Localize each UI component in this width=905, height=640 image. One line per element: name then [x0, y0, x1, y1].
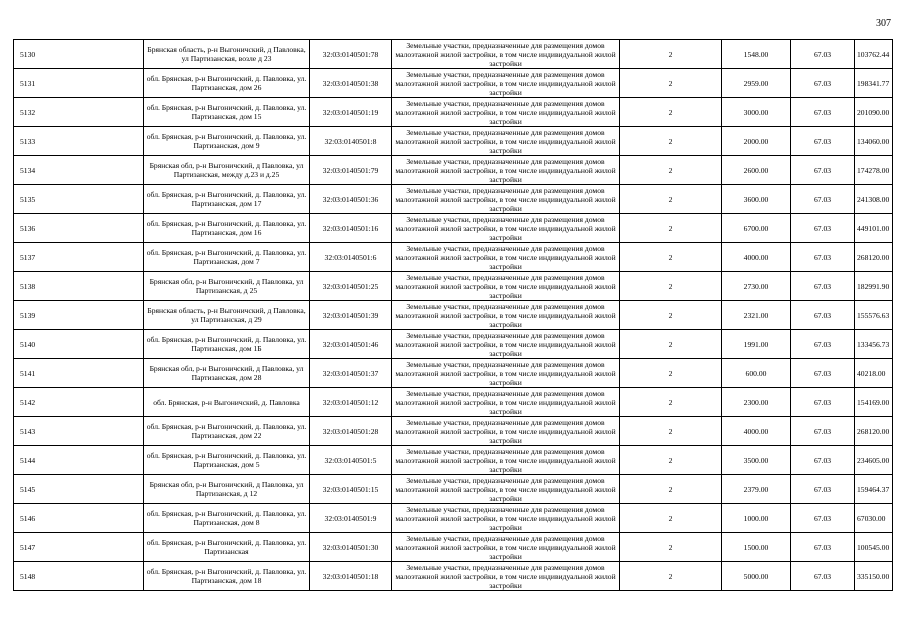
- cell-cadastral-value: 40218.00: [855, 359, 893, 388]
- cell-id: 5138: [14, 272, 144, 301]
- cell-land-use: Земельные участки, предназначенные для размещения домов малоэтажной жилой застройки, в том числе индивидуальной жилой застройки: [392, 359, 620, 388]
- cell-group: 2: [620, 185, 722, 214]
- table-row: [14, 504, 893, 533]
- cell-address: обл. Брянская, р-н Выгоничский, д. Павловка, ул. Партизанская, дом 5: [144, 446, 310, 475]
- cell-cadastral-value: 174278.00: [855, 156, 893, 185]
- cell-id: 5139: [14, 301, 144, 330]
- table-row: [14, 272, 893, 301]
- cell-address: обл. Брянская, р-н Выгоничский, д. Павловка, ул. Партизанская, дом 15: [144, 98, 310, 127]
- cell-area: 1000.00: [722, 504, 791, 533]
- cell-cadastral-number: 32:03:0140501:36: [310, 185, 392, 214]
- cell-group: 2: [620, 301, 722, 330]
- cell-cadastral-value: 335150.00: [855, 562, 893, 591]
- cell-cadastral-number: 32:03:0140501:78: [310, 40, 392, 69]
- cell-address: обл. Брянская, р-н Выгоничский, д. Павловка, ул. Партизанская, дом 17: [144, 185, 310, 214]
- cell-area: 5000.00: [722, 562, 791, 591]
- cell-id: 5148: [14, 562, 144, 591]
- cell-cadastral-value: 182991.90: [855, 272, 893, 301]
- cell-cadastral-number: 32:03:0140501:25: [310, 272, 392, 301]
- cell-land-use: Земельные участки, предназначенные для размещения домов малоэтажной жилой застройки, в том числе индивидуальной жилой застройки: [392, 446, 620, 475]
- cell-id: 5146: [14, 504, 144, 533]
- cell-group: 2: [620, 243, 722, 272]
- cell-rate: 67.03: [791, 359, 855, 388]
- cell-area: 6700.00: [722, 214, 791, 243]
- cell-land-use: Земельные участки, предназначенные для размещения домов малоэтажной жилой застройки, в том числе индивидуальной жилой застройки: [392, 388, 620, 417]
- cell-cadastral-value: 268120.00: [855, 243, 893, 272]
- cell-land-use: Земельные участки, предназначенные для размещения домов малоэтажной жилой застройки, в том числе индивидуальной жилой застройки: [392, 156, 620, 185]
- table-row: [14, 98, 893, 127]
- cell-cadastral-number: 32:03:0140501:12: [310, 388, 392, 417]
- table-row: [14, 446, 893, 475]
- cell-id: 5143: [14, 417, 144, 446]
- cell-land-use: Земельные участки, предназначенные для размещения домов малоэтажной жилой застройки, в том числе индивидуальной жилой застройки: [392, 533, 620, 562]
- cell-id: 5130: [14, 40, 144, 69]
- cell-cadastral-value: 155576.63: [855, 301, 893, 330]
- cell-rate: 67.03: [791, 69, 855, 98]
- cell-cadastral-value: 100545.00: [855, 533, 893, 562]
- cell-area: 4000.00: [722, 243, 791, 272]
- cell-land-use: Земельные участки, предназначенные для размещения домов малоэтажной жилой застройки, в том числе индивидуальной жилой застройки: [392, 69, 620, 98]
- cell-rate: 67.03: [791, 98, 855, 127]
- cell-group: 2: [620, 214, 722, 243]
- cell-land-use: Земельные участки, предназначенные для размещения домов малоэтажной жилой застройки, в том числе индивидуальной жилой застройки: [392, 272, 620, 301]
- cell-land-use: Земельные участки, предназначенные для размещения домов малоэтажной жилой застройки, в том числе индивидуальной жилой застройки: [392, 330, 620, 359]
- cell-cadastral-number: 32:03:0140501:18: [310, 562, 392, 591]
- cell-cadastral-number: 32:03:0140501:39: [310, 301, 392, 330]
- cell-cadastral-value: 134060.00: [855, 127, 893, 156]
- table-row: [14, 562, 893, 591]
- cell-id: 5133: [14, 127, 144, 156]
- cell-cadastral-value: 133456.73: [855, 330, 893, 359]
- cell-cadastral-value: 198341.77: [855, 69, 893, 98]
- cell-group: 2: [620, 330, 722, 359]
- cell-address: обл. Брянская, р-н Выгоничский, д. Павловка, ул. Партизанская, дом 8: [144, 504, 310, 533]
- cell-id: 5145: [14, 475, 144, 504]
- cell-group: 2: [620, 98, 722, 127]
- cell-rate: 67.03: [791, 446, 855, 475]
- cell-land-use: Земельные участки, предназначенные для размещения домов малоэтажной жилой застройки, в том числе индивидуальной жилой застройки: [392, 301, 620, 330]
- cell-cadastral-value: 201090.00: [855, 98, 893, 127]
- cell-area: 4000.00: [722, 417, 791, 446]
- cell-area: 3500.00: [722, 446, 791, 475]
- cell-id: 5134: [14, 156, 144, 185]
- cell-rate: 67.03: [791, 214, 855, 243]
- cell-group: 2: [620, 40, 722, 69]
- cell-cadastral-number: 32:03:0140501:38: [310, 69, 392, 98]
- cell-group: 2: [620, 156, 722, 185]
- cell-rate: 67.03: [791, 562, 855, 591]
- cell-cadastral-number: 32:03:0140501:37: [310, 359, 392, 388]
- cell-land-use: Земельные участки, предназначенные для размещения домов малоэтажной жилой застройки, в том числе индивидуальной жилой застройки: [392, 562, 620, 591]
- cell-cadastral-value: 67030.00: [855, 504, 893, 533]
- cell-cadastral-number: 32:03:0140501:5: [310, 446, 392, 475]
- cell-address: обл. Брянская, р-н Выгоничский, д. Павловка, ул. Партизанская, дом 26: [144, 69, 310, 98]
- cell-group: 2: [620, 446, 722, 475]
- cell-cadastral-value: 241308.00: [855, 185, 893, 214]
- cell-address: обл. Брянская, р-н Выгоничский, д. Павловка, ул. Партизанская, дом 18: [144, 562, 310, 591]
- table-row: [14, 388, 893, 417]
- cell-cadastral-number: 32:03:0140501:6: [310, 243, 392, 272]
- table-row: [14, 214, 893, 243]
- cell-id: 5142: [14, 388, 144, 417]
- cell-cadastral-number: 32:03:0140501:30: [310, 533, 392, 562]
- cell-area: 600.00: [722, 359, 791, 388]
- cell-rate: 67.03: [791, 127, 855, 156]
- cell-address: обл. Брянская, р-н Выгоничский, д. Павловка, ул. Партизанская, дом 1Б: [144, 330, 310, 359]
- cell-group: 2: [620, 69, 722, 98]
- cell-cadastral-number: 32:03:0140501:9: [310, 504, 392, 533]
- cell-area: 3600.00: [722, 185, 791, 214]
- table-row: [14, 185, 893, 214]
- cell-land-use: Земельные участки, предназначенные для размещения домов малоэтажной жилой застройки, в том числе индивидуальной жилой застройки: [392, 98, 620, 127]
- cell-id: 5137: [14, 243, 144, 272]
- cell-area: 2959.00: [722, 69, 791, 98]
- cell-rate: 67.03: [791, 40, 855, 69]
- cell-area: 1548.00: [722, 40, 791, 69]
- cell-area: 2300.00: [722, 388, 791, 417]
- cell-rate: 67.03: [791, 301, 855, 330]
- cell-area: 2379.00: [722, 475, 791, 504]
- cell-cadastral-number: 32:03:0140501:79: [310, 156, 392, 185]
- table-row: [14, 40, 893, 69]
- cell-area: 2000.00: [722, 127, 791, 156]
- cell-group: 2: [620, 504, 722, 533]
- cell-area: 2730.00: [722, 272, 791, 301]
- cell-group: 2: [620, 417, 722, 446]
- cell-id: 5140: [14, 330, 144, 359]
- cell-cadastral-value: 103762.44: [855, 40, 893, 69]
- cell-group: 2: [620, 475, 722, 504]
- cell-area: 2600.00: [722, 156, 791, 185]
- cell-cadastral-number: 32:03:0140501:8: [310, 127, 392, 156]
- cell-land-use: Земельные участки, предназначенные для размещения домов малоэтажной жилой застройки, в том числе индивидуальной жилой застройки: [392, 243, 620, 272]
- cell-id: 5141: [14, 359, 144, 388]
- cell-area: 3000.00: [722, 98, 791, 127]
- cell-cadastral-number: 32:03:0140501:19: [310, 98, 392, 127]
- page-number: 307: [876, 18, 891, 29]
- cell-land-use: Земельные участки, предназначенные для размещения домов малоэтажной жилой застройки, в том числе индивидуальной жилой застройки: [392, 40, 620, 69]
- cell-id: 5131: [14, 69, 144, 98]
- table-row: [14, 475, 893, 504]
- cell-rate: 67.03: [791, 272, 855, 301]
- cell-address: обл. Брянская, р-н Выгоничский, д. Павловка, ул. Партизанская, дом 22: [144, 417, 310, 446]
- cell-area: 2321.00: [722, 301, 791, 330]
- cell-group: 2: [620, 359, 722, 388]
- cell-group: 2: [620, 562, 722, 591]
- cell-rate: 67.03: [791, 243, 855, 272]
- cell-address: Брянская обл, р-н Выгоничский, д Павловка, ул Партизанская, между д.23 и д.25: [144, 156, 310, 185]
- cell-land-use: Земельные участки, предназначенные для размещения домов малоэтажной жилой застройки, в том числе индивидуальной жилой застройки: [392, 127, 620, 156]
- cell-address: Брянская обл, р-н Выгоничский, д Павловка, ул Партизанская, дом 28: [144, 359, 310, 388]
- cell-rate: 67.03: [791, 533, 855, 562]
- cell-land-use: Земельные участки, предназначенные для размещения домов малоэтажной жилой застройки, в том числе индивидуальной жилой застройки: [392, 417, 620, 446]
- cell-id: 5144: [14, 446, 144, 475]
- table-row: [14, 330, 893, 359]
- cell-group: 2: [620, 388, 722, 417]
- table-row: [14, 533, 893, 562]
- cell-land-use: Земельные участки, предназначенные для размещения домов малоэтажной жилой застройки, в том числе индивидуальной жилой застройки: [392, 185, 620, 214]
- cell-cadastral-value: 159464.37: [855, 475, 893, 504]
- cell-rate: 67.03: [791, 475, 855, 504]
- cell-cadastral-value: 234605.00: [855, 446, 893, 475]
- cell-land-use: Земельные участки, предназначенные для размещения домов малоэтажной жилой застройки, в том числе индивидуальной жилой застройки: [392, 504, 620, 533]
- cell-address: обл. Брянская, р-н Выгоничский, д. Павловка, ул. Партизанская, дом 16: [144, 214, 310, 243]
- cell-id: 5132: [14, 98, 144, 127]
- cell-id: 5136: [14, 214, 144, 243]
- cell-group: 2: [620, 127, 722, 156]
- cell-address: обл. Брянская, р-н Выгоничский, д. Павловка, ул. Партизанская: [144, 533, 310, 562]
- table-row: [14, 417, 893, 446]
- cell-rate: 67.03: [791, 156, 855, 185]
- cell-group: 2: [620, 272, 722, 301]
- cell-address: обл. Брянская, р-н Выгоничский, д. Павловка, ул. Партизанская, дом 7: [144, 243, 310, 272]
- cell-address: Брянская область, р-н Выгоничский, д Павловка, ул Партизанская, д 29: [144, 301, 310, 330]
- cell-rate: 67.03: [791, 330, 855, 359]
- cell-address: Брянская обл, р-н Выгоничский, д Павловка, ул Партизанская, д 25: [144, 272, 310, 301]
- cell-cadastral-number: 32:03:0140501:46: [310, 330, 392, 359]
- cell-land-use: Земельные участки, предназначенные для размещения домов малоэтажной жилой застройки, в том числе индивидуальной жилой застройки: [392, 214, 620, 243]
- table-row: [14, 127, 893, 156]
- cell-id: 5147: [14, 533, 144, 562]
- cell-id: 5135: [14, 185, 144, 214]
- cell-address: Брянская обл, р-н Выгоничский, д Павловка, ул Партизанская, д 12: [144, 475, 310, 504]
- cell-cadastral-number: 32:03:0140501:28: [310, 417, 392, 446]
- cell-area: 1991.00: [722, 330, 791, 359]
- cell-area: 1500.00: [722, 533, 791, 562]
- table-row: [14, 301, 893, 330]
- cell-cadastral-number: 32:03:0140501:15: [310, 475, 392, 504]
- cell-land-use: Земельные участки, предназначенные для размещения домов малоэтажной жилой застройки, в том числе индивидуальной жилой застройки: [392, 475, 620, 504]
- cell-rate: 67.03: [791, 417, 855, 446]
- cell-cadastral-number: 32:03:0140501:16: [310, 214, 392, 243]
- table-row: [14, 69, 893, 98]
- cell-rate: 67.03: [791, 504, 855, 533]
- cell-cadastral-value: 268120.00: [855, 417, 893, 446]
- cell-group: 2: [620, 533, 722, 562]
- table-row: [14, 359, 893, 388]
- cell-address: обл. Брянская, р-н Выгоничский, д. Павловка: [144, 388, 310, 417]
- cadastral-value-table: [13, 39, 893, 591]
- cell-rate: 67.03: [791, 388, 855, 417]
- cell-address: Брянская область, р-н Выгоничский, д Павловка, ул Партизанская, возле д 23: [144, 40, 310, 69]
- cell-cadastral-value: 449101.00: [855, 214, 893, 243]
- table-row: [14, 243, 893, 272]
- cell-cadastral-value: 154169.00: [855, 388, 893, 417]
- cell-address: обл. Брянская, р-н Выгоничский, д. Павловка, ул. Партизанская, дом 9: [144, 127, 310, 156]
- table-row: [14, 156, 893, 185]
- cell-rate: 67.03: [791, 185, 855, 214]
